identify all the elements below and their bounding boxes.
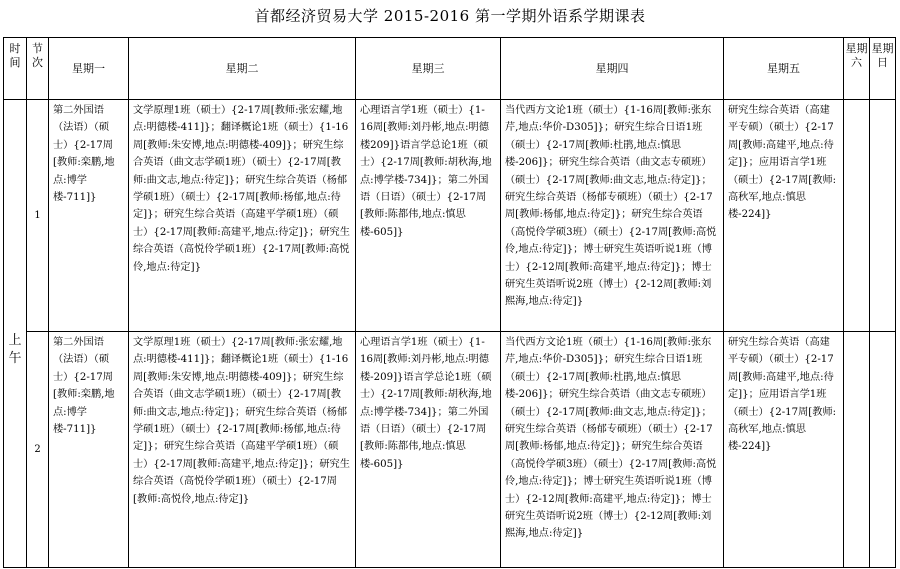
header-day-fri: 星期五 bbox=[724, 38, 844, 100]
course-cell-sat bbox=[844, 332, 870, 568]
header-day-wed: 星期三 bbox=[356, 38, 501, 100]
course-cell-thu: 当代西方文论1班（硕士）{1-16周[教师:张东芹,地点:华价-D305]}；研究生综合日语1班（硕士）{2-17周[教师:杜鹃,地点:慎思楼-206]}；研究生综合英语（曲文志专硕班）（硕士）{2-17周[教师:曲文志,地点:待定]}；研究生综合英语（杨郁专硕班）（硕士）{2-17周[教师:杨郁,地点:待定]}；研究生综合英语（高悦伶学硕3班）（硕士）{2-17周[教师:高悦伶,地点:待定]}；博士研究生英语听说1班（博士）{2-12周[教师:高建平,地点:待定]}；博士研究生英语听说2班（博士）{2-12周[教师:刘熙海,地点:待定]} bbox=[501, 100, 724, 332]
course-cell-sun bbox=[870, 332, 896, 568]
table-row bbox=[4, 100, 896, 332]
header-section: 节次 bbox=[27, 38, 49, 100]
course-cell-wed: 心理语言学1班（硕士）{1-16周[教师:刘丹彬,地点:明德楼209]}语言学总论1班（硕士）{2-17周[教师:胡秋海,地点:博学楼-734]}；第二外国语（日语）（硕士）{2-17周[教师:陈都伟,地点:慎思楼-605]} bbox=[356, 100, 501, 332]
course-cell-sat bbox=[844, 100, 870, 332]
header-row bbox=[4, 38, 896, 100]
course-cell-thu: 当代西方文论1班（硕士）{1-16周[教师:张东芹,地点:华价-D305]}；研究生综合日语1班（硕士）{2-17周[教师:杜鹃,地点:慎思楼-206]}；研究生综合英语（曲文志专硕班）（硕士）{2-17周[教师:曲文志,地点:待定]}；研究生综合英语（杨郁专硕班）（硕士）{2-17周[教师:杨郁,地点:待定]}；研究生综合英语（高悦伶学硕3班）（硕士）{2-17周[教师:高悦伶,地点:待定]}；博士研究生英语听说1班（博士）{2-12周[教师:高建平,地点:待定]}；博士研究生英语听说2班（博士）{2-12周[教师:刘熙海,地点:待定]} bbox=[501, 332, 724, 568]
course-cell-tue: 文学原理1班（硕士）{2-17周[教师:张宏耀,地点:明德楼-411]}；翻译概论1班（硕士）{1-16周[教师:朱安博,地点:明德楼-409]}；研究生综合英语（曲文志学硕1班）（硕士）{2-17周[教师:曲文志,地点:待定]}；研究生综合英语（杨郁学硕1班）（硕士）{2-17周[教师:杨郁,地点:待定]}；研究生综合英语（高建平学硕1班）（硕士）{2-17周[教师:高建平,地点:待定]}；研究生综合英语（高悦伶学硕1班）（硕士）{2-17周[教师:高悦伶,地点:待定]} bbox=[129, 332, 356, 568]
course-cell-wed: 心理语言学1班（硕士）{1-16周[教师:刘丹彬,地点:明德楼-209]}语言学总论1班（硕士）{2-17周[教师:胡秋海,地点:博学楼-734]}；第二外国语（日语）（硕士）{2-17周[教师:陈都伟,地点:慎思楼-605]} bbox=[356, 332, 501, 568]
section-cell: 1 bbox=[27, 100, 49, 332]
course-cell-tue: 文学原理1班（硕士）{2-17周[教师:张宏耀,地点:明德楼-411]}；翻译概论1班（硕士）{1-16周[教师:朱安博,地点:明德楼-409]}；研究生综合英语（曲文志学硕1班）（硕士）{2-17周[教师:曲文志,地点:待定]}；研究生综合英语（杨郁学硕1班）（硕士）{2-17周[教师:杨郁,地点:待定]}；研究生综合英语（高建平学硕1班）（硕士）{2-17周[教师:高建平,地点:待定]}；研究生综合英语（高悦伶学硕1班）{2-17周[教师:高悦伶,地点:待定]} bbox=[129, 100, 356, 332]
course-cell-mon: 第二外国语（法语）（硕士）{2-17周[教师:栾鹏,地点:博学楼-711]} bbox=[49, 100, 129, 332]
header-time: 时间 bbox=[4, 38, 27, 100]
timetable bbox=[3, 37, 896, 568]
header-day-tue: 星期二 bbox=[129, 38, 356, 100]
table-row bbox=[4, 332, 896, 568]
header-day-sat: 星期六 bbox=[844, 38, 870, 100]
header-day-mon: 星期一 bbox=[49, 38, 129, 100]
course-cell-fri: 研究生综合英语（高建平专硕）（硕士）{2-17周[教师:高建平,地点:待定]}；应用语言学1班（硕士）{2-17周[教师:高秋军,地点:慎思楼-224]} bbox=[724, 100, 844, 332]
course-cell-mon: 第二外国语（法语）（硕士）{2-17周[教师:栾鹏,地点:博学楼-711]} bbox=[49, 332, 129, 568]
course-cell-fri: 研究生综合英语（高建平专硕）（硕士）{2-17周[教师:高建平,地点:待定]}；应用语言学1班（硕士）{2-17周[教师:高秋军,地点:慎思楼-224]} bbox=[724, 332, 844, 568]
course-cell-sun bbox=[870, 100, 896, 332]
period-cell: 上午 bbox=[4, 100, 27, 568]
header-day-sun: 星期日 bbox=[870, 38, 896, 100]
header-day-thu: 星期四 bbox=[501, 38, 724, 100]
section-cell: 2 bbox=[27, 332, 49, 568]
document-title: 首都经济贸易大学 2015-2016 第一学期外语系学期课表 bbox=[254, 7, 646, 25]
